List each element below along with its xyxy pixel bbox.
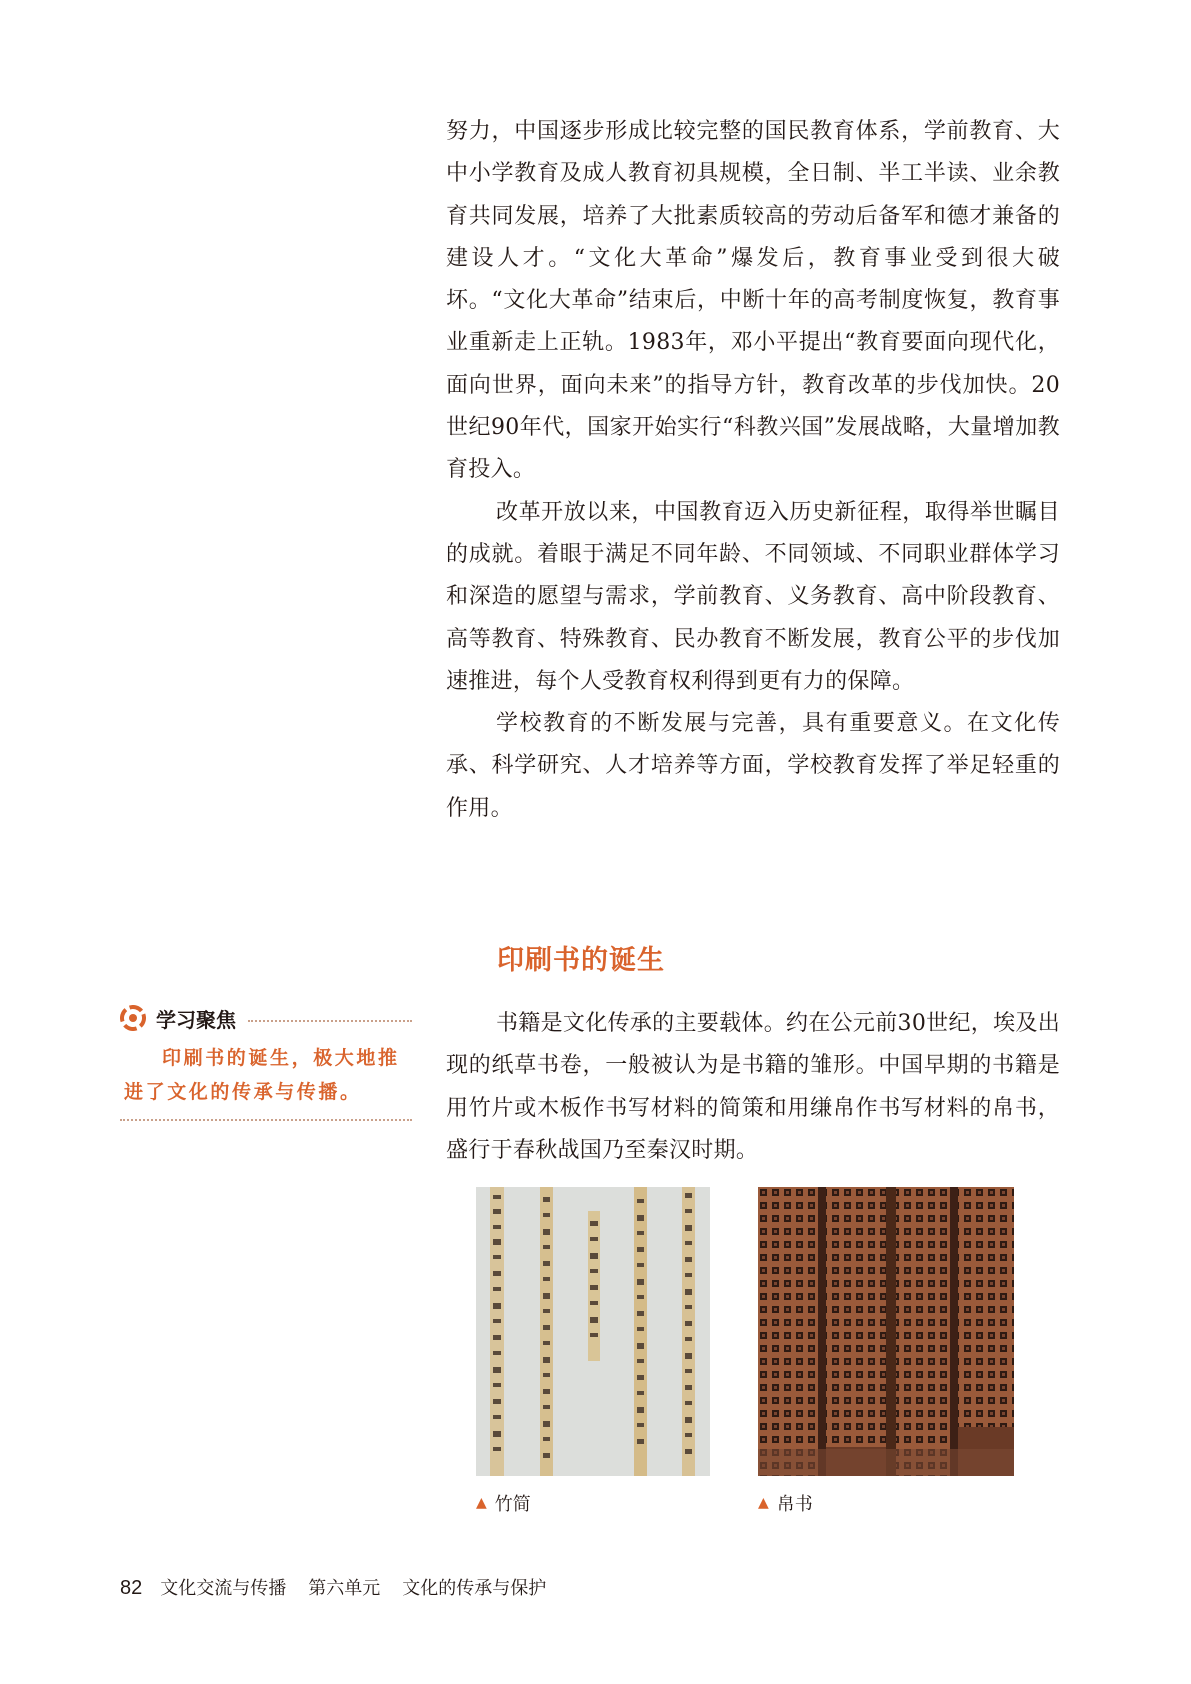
dotted-divider <box>248 1020 412 1022</box>
study-focus-text: 印刷书的诞生，极大地推进了文化的传承与传播。 <box>120 1041 412 1121</box>
page-footer <box>120 1574 568 1600</box>
study-focus-box <box>120 1003 412 1121</box>
section-title: 印刷书的诞生 <box>497 945 665 976</box>
silk-manuscript-image <box>758 1187 1014 1476</box>
bamboo-caption <box>476 1490 531 1516</box>
unit-label: 第六单元 <box>308 1578 381 1599</box>
section-text-block <box>446 1003 1060 1172</box>
triangle-marker-icon: ▲ <box>476 1495 487 1511</box>
unit-title: 文化的传承与保护 <box>402 1578 547 1599</box>
bamboo-caption-text: 竹简 <box>494 1494 531 1515</box>
triangle-marker-icon: ▲ <box>758 1495 769 1511</box>
paragraph: 改革开放以来，中国教育迈入历史新征程，取得举世瞩目的成就。着眼于满足不同年龄、不同领域、不同职业群体学习和深造的愿望与需求，学前教育、义务教育、高中阶段教育、高等教育、特殊教育、民办教育不断发展，教育公平的步伐加速推进，每个人受教育权利得到更有力的保障。 <box>446 499 1060 694</box>
target-icon <box>120 1005 146 1031</box>
silk-manuscript-illustration <box>758 1187 1014 1476</box>
paragraph: 学校教育的不断发展与完善，具有重要意义。在文化传承、科学研究、人才培养等方面，学校教育发挥了举足轻重的作用。 <box>446 711 1060 821</box>
book-title: 文化交流与传播 <box>160 1578 287 1599</box>
paragraph: 书籍是文化传承的主要载体。约在公元前30世纪，埃及出现的纸草书卷，一般被认为是书籍的雏形。中国早期的书籍是用竹片或木板作书写材料的简策和用缣帛作书写材料的帛书，盛行于春秋战国乃至秦汉时期。 <box>446 1011 1060 1163</box>
main-text-block <box>446 111 1060 830</box>
paragraph: 努力，中国逐步形成比较完整的国民教育体系，学前教育、大中小学教育及成人教育初具规模，全日制、半工半读、业余教育共同发展，培养了大批素质较高的劳动后备军和德才兼备的建设人才。“文化大革命”爆发后，教育事业受到很大破坏。“文化大革命”结束后，中断十年的高考制度恢复，教育事业重新走上正轨。1983年，邓小平提出“教育要面向现代化，面向世界，面向未来”的指导方针，教育改革的步伐加快。20世纪90年代，国家开始实行“科教兴国”发展战略，大量增加教育投入。 <box>446 119 1060 483</box>
bamboo-slips-illustration <box>476 1187 710 1476</box>
silk-caption-text: 帛书 <box>776 1494 813 1515</box>
bamboo-slips-image <box>476 1187 710 1476</box>
silk-caption <box>758 1490 813 1516</box>
study-focus-title: 学习聚焦 <box>156 1007 236 1032</box>
study-focus-header <box>120 1003 412 1033</box>
page-number: 82 <box>120 1577 143 1599</box>
